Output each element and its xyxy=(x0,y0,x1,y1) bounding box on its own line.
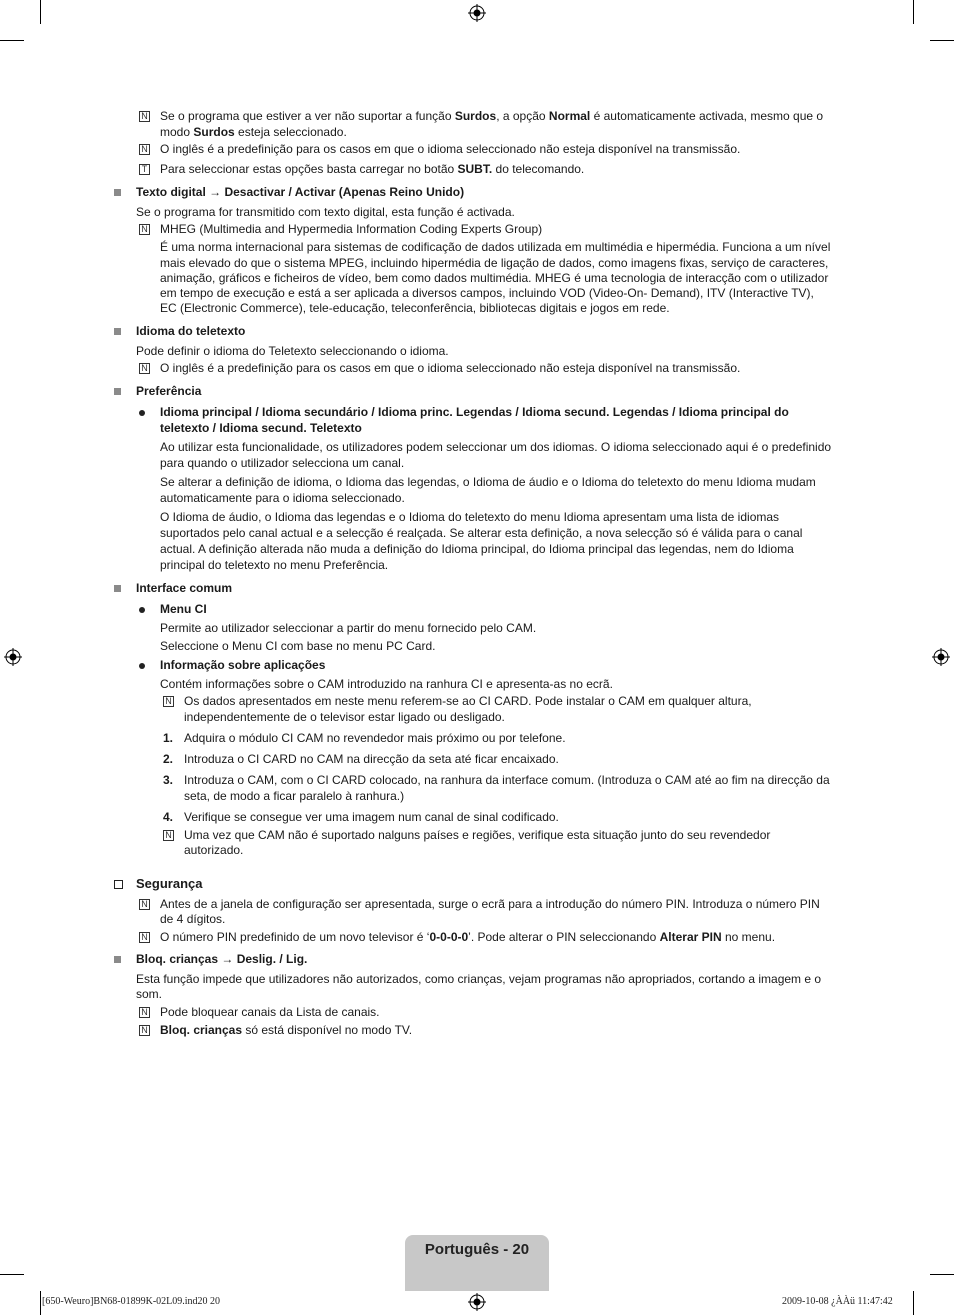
text-line: Se o programa for transmitido com texto digital, esta função é activada. xyxy=(136,205,515,219)
text-line: em tempo de execução e está a ser aplicada a diversos campos, incluindo VOD (Video-On- Demand), ITV (Interactive TV), xyxy=(160,286,814,300)
text-line: Introduza o CAM, com o CI CARD colocado, na ranhura da interface comum. (Introduza o CAM até ao fim na direcção da xyxy=(184,773,830,787)
footer-file-info: [650-Weuro]BN68-01899K-02L09.ind20 20 xyxy=(42,1296,221,1307)
text-line: para quando o utilizador selecciona um canal. xyxy=(160,456,405,470)
crop-mark xyxy=(913,0,914,24)
registration-mark-icon xyxy=(468,4,486,22)
note-icon: N xyxy=(139,111,150,122)
list-number: 1. xyxy=(163,731,174,745)
note-icon: N xyxy=(139,363,150,374)
crop-mark xyxy=(930,1274,954,1275)
text-line: som. xyxy=(136,987,163,1001)
text-line: MHEG (Multimedia and Hypermedia Information Coding Experts Group) xyxy=(160,222,543,236)
text-line: Texto digital → Desactivar / Activar (Apenas Reino Unido) xyxy=(136,185,465,199)
footer-timestamp: 2009-10-08 ¿ÀÀü 11:47:42 xyxy=(782,1296,893,1307)
note-icon: N xyxy=(163,830,174,841)
text-line: automaticamente para o idioma seleccionado. xyxy=(160,491,405,505)
note-icon: N xyxy=(139,899,150,910)
text-line: Se o programa que estiver a ver não suportar a função Surdos, a opção Normal é automaticamente activada, mesmo que o xyxy=(160,109,824,123)
text-line: Verifique se consegue ver uma imagem num canal de sinal codificado. xyxy=(184,810,559,824)
text-line: teletexto / Idioma secund. Teletexto xyxy=(160,421,362,435)
text-line: Introduza o CI CARD no CAM na direcção da seta até ficar encaixado. xyxy=(184,752,559,766)
dot-bullet-icon xyxy=(139,410,145,416)
text-line: actual. A definição alterada não muda a definição do Idioma principal, do Idioma principal das legendas, nem do Idioma xyxy=(160,542,794,556)
text-line: principal do teletexto no menu Preferência. xyxy=(160,558,389,572)
text-line: suportados pelo canal actual e a selecção é realçada. Se alterar esta definição, a nova selecção só é válida para o canal xyxy=(160,526,803,540)
text-line: Os dados apresentados em neste menu referem-se ao CI CARD. Pode instalar o CAM em qualquer altura, xyxy=(184,694,752,708)
square-bullet-icon xyxy=(114,956,121,963)
text-line: Preferência xyxy=(136,384,202,398)
list-number: 3. xyxy=(163,773,174,787)
text-line: Contém informações sobre o CAM introduzido na ranhura CI e apresenta-as no ecrã. xyxy=(160,677,613,691)
note-icon: N xyxy=(139,1007,150,1018)
text-line: O Idioma de áudio, o Idioma das legendas e o Idioma do teletexto do menu Idioma apresentam uma lista de idiomas xyxy=(160,510,780,524)
registration-mark-icon xyxy=(932,648,950,666)
dot-bullet-icon xyxy=(139,663,145,669)
text-line: Uma vez que CAM não é suportado nalguns países e regiões, verifique esta situação junto do seu revendedor xyxy=(184,828,771,842)
text-line: O inglês é a predefinição para os casos em que o idioma seleccionado não esteja disponível na transmissão. xyxy=(160,142,741,156)
note-icon: N xyxy=(139,932,150,943)
note-icon: N xyxy=(139,1025,150,1036)
text-line: Adquira o módulo CI CAM no revendedor mais próximo ou por telefone. xyxy=(184,731,566,745)
note-icon: N xyxy=(139,144,150,155)
text-line: O número PIN predefinido de um novo televisor é ‘0-0-0-0’. Pode alterar o PIN seleccionando Alterar PIN no menu. xyxy=(160,930,776,944)
text-line: modo Surdos esteja seleccionado. xyxy=(160,125,347,139)
note-icon: N xyxy=(139,224,150,235)
page-label: Português - 20 xyxy=(424,1241,530,1258)
text-line: Permite ao utilizador seleccionar a partir do menu fornecido pelo CAM. xyxy=(160,621,537,635)
crop-mark xyxy=(0,1274,24,1275)
text-line: Se alterar a definição de idioma, o Idioma das legendas, o Idioma de áudio e o Idioma do teletexto do menu Idioma mudam xyxy=(160,475,816,489)
crop-mark xyxy=(40,1291,41,1315)
text-line: Ao utilizar esta funcionalidade, os utilizadores podem seleccionar um dos idiomas. O idioma seleccionado aqui é o predefinido xyxy=(160,440,832,454)
text-line: Esta função impede que utilizadores não autorizados, como crianças, vejam programas não apropriados, cortando a imagem e o xyxy=(136,972,822,986)
text-line: seta, de modo a ficar paralelo à ranhura.) xyxy=(184,789,405,803)
list-number: 2. xyxy=(163,752,174,766)
crop-mark xyxy=(40,0,41,24)
square-bullet-icon xyxy=(114,388,121,395)
section-title: Segurança xyxy=(136,876,203,891)
text-line: independentemente de o televisor estar ligado ou desligado. xyxy=(184,710,505,724)
text-line: Menu CI xyxy=(160,602,207,616)
text-line: Bloq. crianças só está disponível no modo TV. xyxy=(160,1023,413,1037)
registration-mark-icon xyxy=(468,1293,486,1311)
text-line: É uma norma internacional para sistemas de codificação de dados utilizada em multimédia e hipermédia. Funciona a um nível xyxy=(160,240,831,254)
square-bullet-icon xyxy=(114,328,121,335)
dot-bullet-icon xyxy=(139,607,145,613)
text-line: EC (Electronic Commerce), tele-educação, teleconferência, bibliotecas digitais e jogos em rede. xyxy=(160,301,670,315)
crop-mark xyxy=(913,1291,914,1315)
text-line: Para seleccionar estas opções basta carregar no botão SUBT. do telecomando. xyxy=(160,162,585,176)
text-line: Bloq. crianças → Deslig. / Lig. xyxy=(136,952,308,966)
crop-mark xyxy=(930,40,954,41)
text-line: Pode definir o idioma do Teletexto seleccionando o idioma. xyxy=(136,344,449,358)
text-line: autorizado. xyxy=(184,843,244,857)
text-line: Interface comum xyxy=(136,581,233,595)
text-line: Pode bloquear canais da Lista de canais. xyxy=(160,1005,380,1019)
text-line: Seleccione o Menu CI com base no menu PC Card. xyxy=(160,639,436,653)
list-number: 4. xyxy=(163,810,174,824)
checkbox-bullet-icon xyxy=(114,880,123,889)
text-line: animação, gráficos e ficheiros de vídeo, bem como dados multimédia. MHEG é uma tecnologia de interacção com o utilizador xyxy=(160,271,829,285)
square-bullet-icon xyxy=(114,189,121,196)
text-line: Idioma do teletexto xyxy=(136,324,246,338)
tip-icon: T xyxy=(139,164,150,175)
text-line: Informação sobre aplicações xyxy=(160,658,326,672)
square-bullet-icon xyxy=(114,585,121,592)
text-line: mais elevado do que o sistema MPEG, incluindo hipermédia de ligação de dados, como imagens fixas, serviço de caracteres, xyxy=(160,256,829,270)
registration-mark-icon xyxy=(4,648,22,666)
text-line: Idioma principal / Idioma secundário / Idioma princ. Legendas / Idioma secund. Legendas / Idioma principal do xyxy=(160,405,789,419)
crop-mark xyxy=(0,40,24,41)
text-line: Antes de a janela de configuração ser apresentada, surge o ecrã para a introdução do número PIN. Introduza o número PIN xyxy=(160,897,820,911)
text-line: O inglês é a predefinição para os casos em que o idioma seleccionado não esteja disponível na transmissão. xyxy=(160,361,741,375)
text-line: de 4 dígitos. xyxy=(160,912,226,926)
note-icon: N xyxy=(163,696,174,707)
